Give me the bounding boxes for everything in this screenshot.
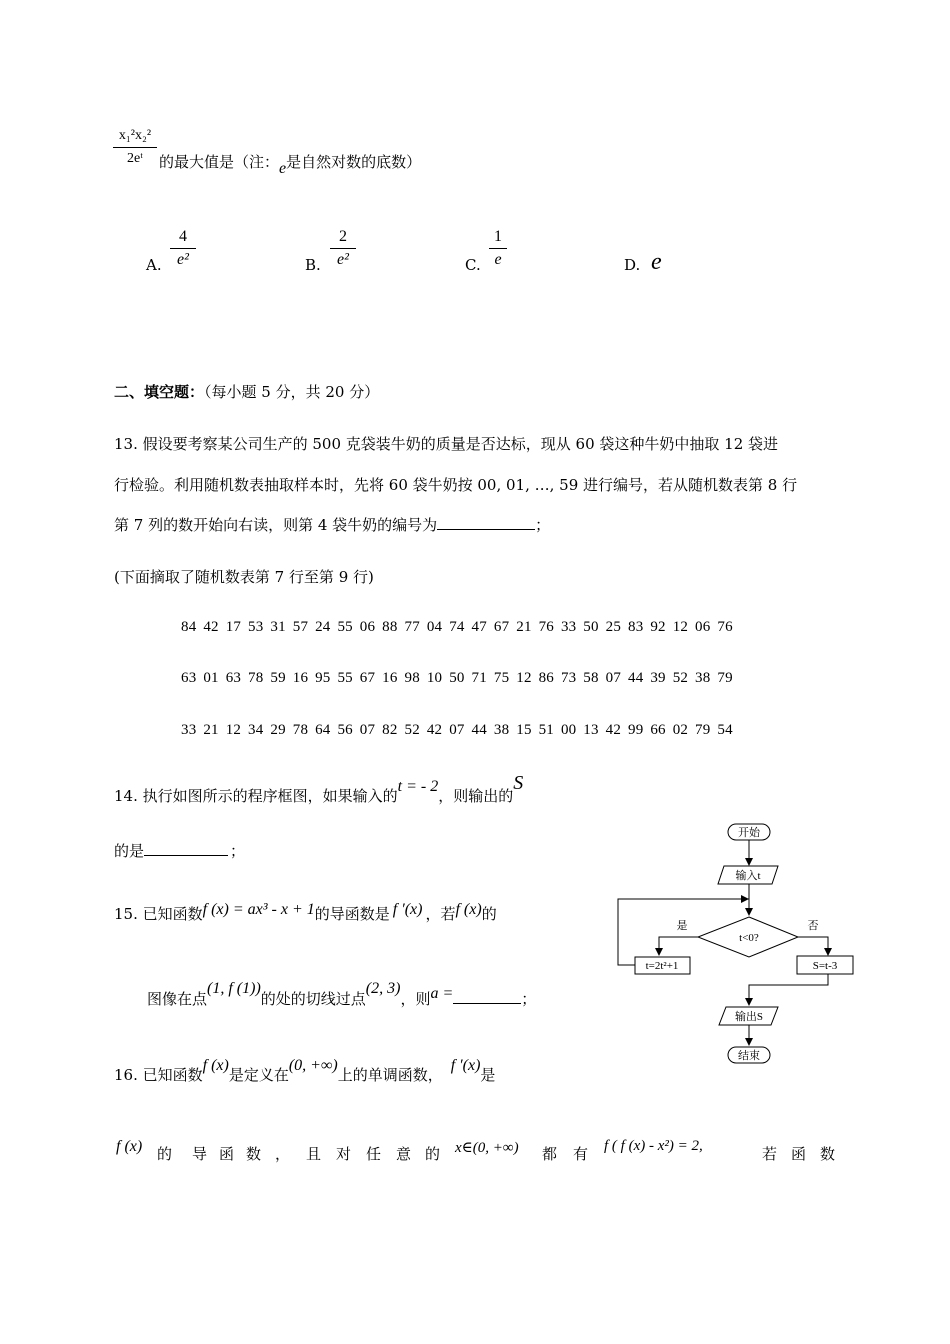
- q12-frac-bar: [113, 147, 157, 148]
- q16-derivative: f ′(x): [450, 1057, 481, 1074]
- q16-line2-condition: x∈(0, +∞): [455, 1140, 519, 1156]
- section-title: 二、填空题：: [114, 383, 205, 401]
- flow-start-label: 开始: [738, 827, 760, 839]
- q16-line2-word: ，: [275, 1145, 291, 1163]
- q15-text-a: 15. 已知函数: [114, 905, 203, 923]
- random-table-row-7: 84 42 17 53 31 57 24 55 06 88 77 04 74 47 67 21 76 33 50 25 83 92 12 06 76: [181, 619, 733, 635]
- q12-option-a-frac: [170, 227, 196, 270]
- q14-answer-blank[interactable]: [144, 841, 228, 856]
- q15-fx: f (x): [455, 901, 482, 918]
- q13-line3-text: 第 7 列的数开始向右读，则第 4 袋牛奶的编号为: [114, 516, 438, 534]
- random-table-row-9: 33 21 12 34 29 78 64 56 07 82 52 42 07 44 38 15 51 00 13 42 99 66 02 79 54: [181, 722, 733, 738]
- q12-option-a-den: e²: [177, 251, 189, 268]
- q12-option-c-frac: [489, 227, 507, 270]
- q14-s-symbol: S: [513, 772, 524, 794]
- q13-line1: 13. 假设要考察某公司生产的 500 克袋装牛奶的质量是否达标，现从 60 袋这种牛奶中抽取 12 袋进: [114, 435, 779, 453]
- q12-option-b-den: e²: [337, 251, 349, 268]
- q16-fx: f (x): [202, 1057, 229, 1074]
- flow-input-label: 输入t: [735, 870, 761, 882]
- q12-option-b-label: B.: [305, 256, 321, 274]
- q12-frac-den: 2eᵗ: [127, 151, 143, 166]
- flow-output-label: 输出S: [734, 1011, 764, 1023]
- section-note: （每小题 5 分，共 20 分）: [204, 383, 380, 401]
- q14-text-b: ，则输出的: [438, 787, 514, 805]
- flow-no-label: 否: [807, 920, 819, 932]
- q13-line2: 行检验。利用随机数表抽取样本时，先将 60 袋牛奶按 00, 01, …, 59 进行编号，若从随机数表第 8 行: [114, 476, 798, 494]
- q16-line2-fx: f (x): [116, 1138, 143, 1155]
- flowchart: [600, 815, 870, 1075]
- q15-text-b: 的导函数是: [314, 905, 390, 923]
- q14-line2: [114, 840, 245, 861]
- q16-line2-word: 导: [192, 1145, 208, 1163]
- q15-derivative: f ′(x): [392, 901, 423, 918]
- q16-text-c: 上的单调函数，: [337, 1066, 443, 1084]
- flow-yes-box-label: t=2t²+1: [645, 960, 679, 972]
- q12-option-a-num: 4: [179, 228, 187, 245]
- q12-stem-text: [159, 151, 422, 177]
- q12-option-a-label: A.: [146, 256, 162, 274]
- q12-frac-num: x₁²x₂²: [118, 128, 152, 143]
- q16-line2-word: 函: [219, 1145, 235, 1163]
- q12-option-c-num: 1: [494, 228, 502, 245]
- q16-line2-word: 数: [246, 1145, 262, 1163]
- q12-e-symbol: e: [279, 160, 287, 177]
- q15-function: f (x) = ax³ - x + 1: [202, 901, 315, 918]
- q13-answer-blank[interactable]: [437, 515, 535, 530]
- q13-line3-end: ；: [535, 516, 551, 534]
- q16-line2-word: 任: [366, 1145, 382, 1163]
- q15-point2: (2, 3): [365, 980, 401, 997]
- q12-option-b-num: 2: [339, 228, 347, 245]
- q16-line1: [114, 1057, 496, 1085]
- flow-decision-label: t<0?: [739, 932, 759, 944]
- q14-line2-end: ；: [230, 842, 246, 860]
- q14-text-a: 14. 执行如图所示的程序框图，如果输入的: [114, 787, 398, 805]
- q15-point1: (1, f (1)): [207, 980, 261, 997]
- q16-line2-word: 数: [820, 1145, 836, 1163]
- q16-line2-word: 都: [542, 1145, 558, 1163]
- q12-option-d-label: D.: [624, 256, 641, 274]
- q16-line2-word: 若: [762, 1145, 778, 1163]
- q14-line1: [114, 772, 524, 807]
- q12-text-b: 是自然对数的底数）: [286, 153, 422, 171]
- random-table-row-8: 63 01 63 78 59 16 95 55 67 16 98 10 50 71 75 12 86 73 58 07 44 39 52 38 79: [181, 670, 733, 686]
- q12-option-b-frac: [330, 227, 356, 270]
- q16-text-a: 16. 已知函数: [114, 1066, 203, 1084]
- q15-text-c: ，若: [425, 905, 456, 923]
- q12-text-a: 的最大值是（注：: [159, 153, 280, 171]
- q16-line2-word: 意: [396, 1145, 412, 1163]
- q12-fraction: [113, 126, 157, 169]
- q16-line2-equation: f ( f (x) - x²) = 2,: [604, 1138, 703, 1154]
- q15-line2-end: ；: [521, 990, 537, 1008]
- q15-line2-c: ，则: [400, 990, 431, 1008]
- q15-line2: [147, 980, 537, 1009]
- q16-line2-word: 有: [573, 1145, 589, 1163]
- q16-text-d: 是: [480, 1066, 496, 1084]
- q15-line2-b: 的处的切线过点: [260, 990, 366, 1008]
- q15-text-d: 的: [481, 905, 497, 923]
- q14-line2-text: 的是: [114, 842, 145, 860]
- q15-answer-blank[interactable]: [453, 989, 521, 1004]
- flow-end-label: 结束: [738, 1050, 760, 1062]
- q16-text-b: 是定义在: [228, 1066, 289, 1084]
- flow-yes-label: 是: [676, 920, 688, 932]
- q12-option-c-den: e: [494, 251, 502, 268]
- q16-line2-word: 的: [157, 1145, 173, 1163]
- q14-condition: t = - 2: [397, 778, 439, 795]
- q16-line2-word: 对: [336, 1145, 352, 1163]
- q16-line2-word: 函: [791, 1145, 807, 1163]
- q15-a-equals: a =: [430, 985, 454, 1002]
- q13-line3: [114, 514, 550, 535]
- section-heading: [114, 381, 379, 402]
- q15-line1: [114, 903, 497, 924]
- q15-line2-a: 图像在点: [147, 990, 208, 1008]
- flow-no-box-label: S=t-3: [812, 960, 838, 972]
- q13-table-note: (下面摘取了随机数表第 7 行至第 9 行): [114, 568, 374, 586]
- q16-line2-word: 且: [306, 1145, 322, 1163]
- q12-option-c-label: C.: [465, 256, 481, 274]
- q12-option-d-value: e: [651, 249, 662, 275]
- q16-interval: (0, +∞): [288, 1057, 338, 1074]
- q16-line2-word: 的: [425, 1145, 441, 1163]
